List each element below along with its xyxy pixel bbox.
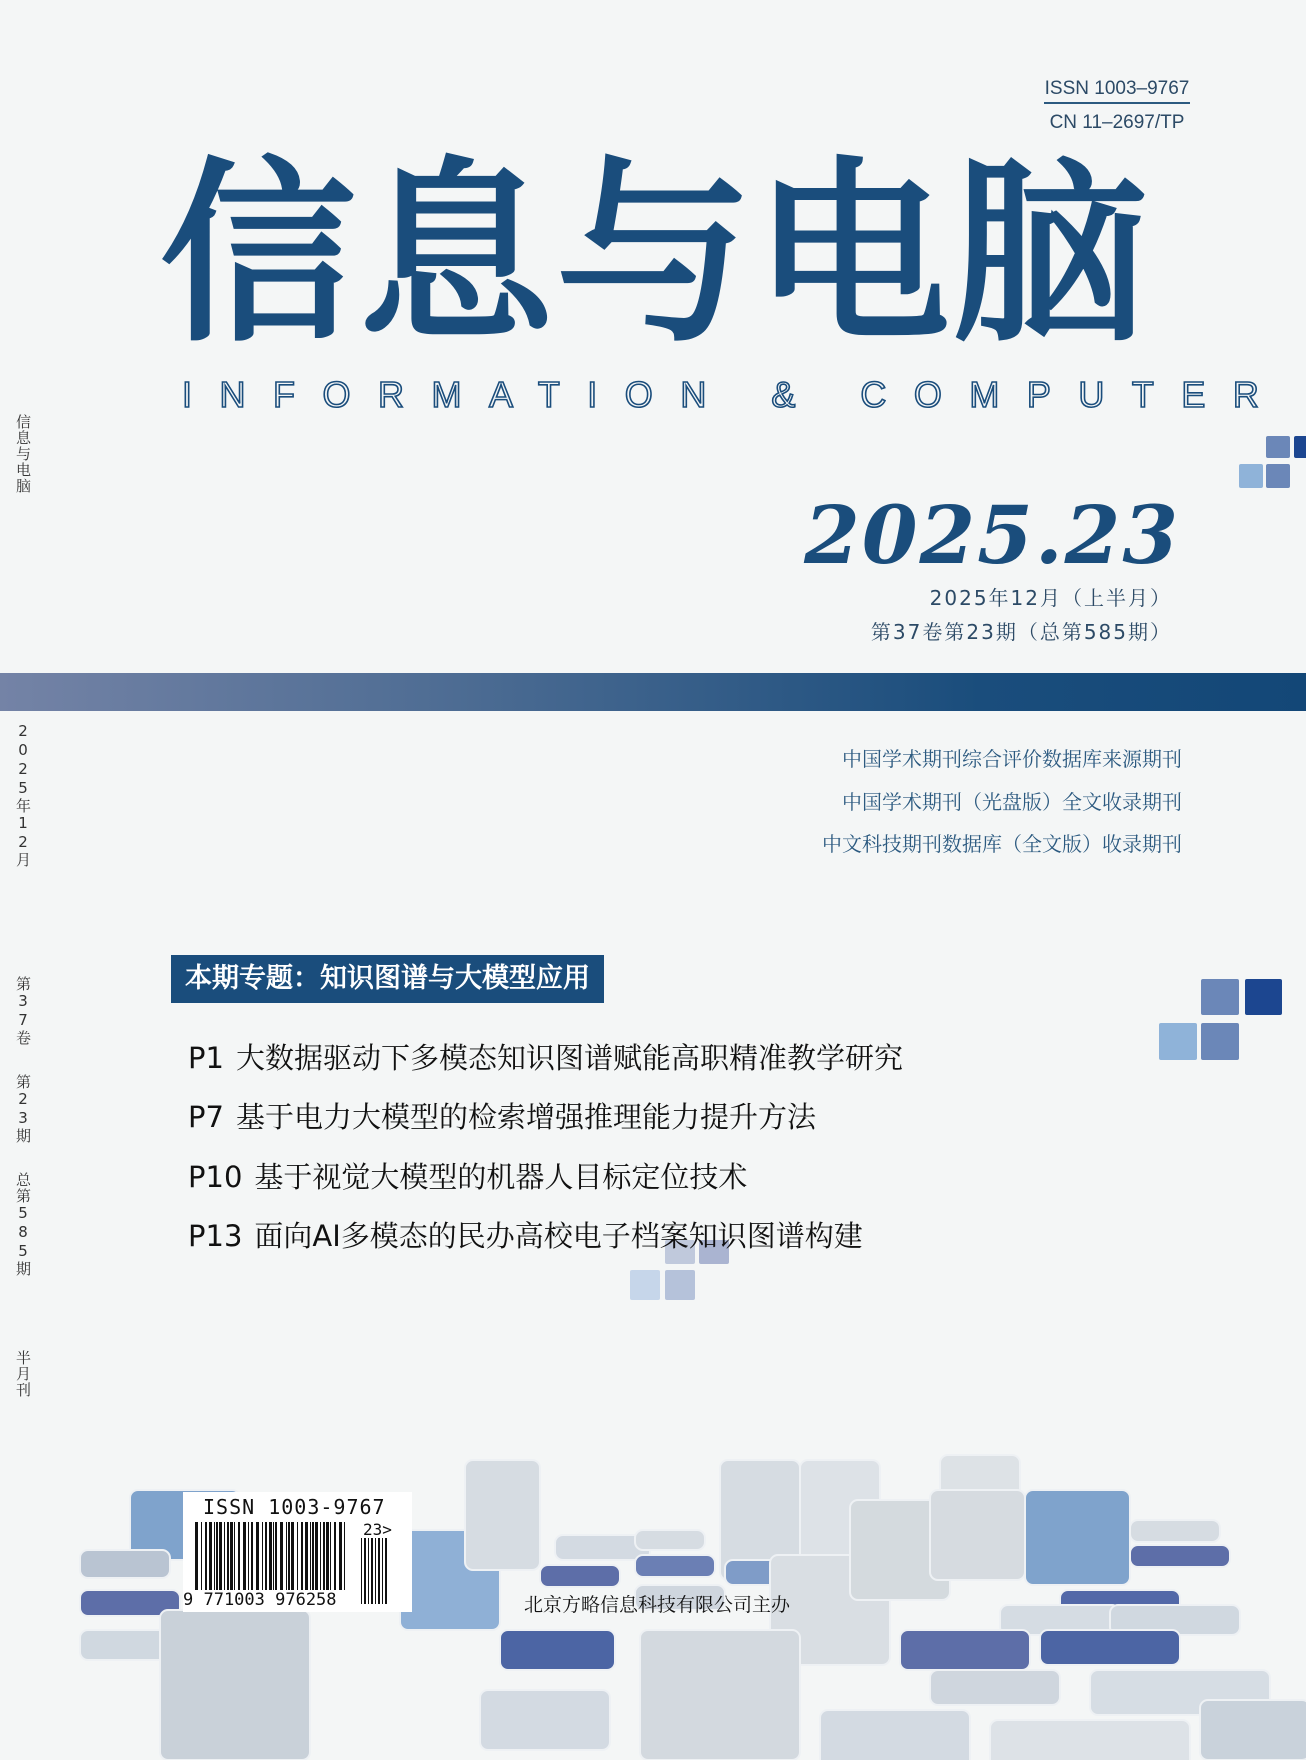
article-item	[188, 1095, 816, 1136]
issn-label: ISSN 1003–9767	[1044, 78, 1190, 104]
cube	[635, 1530, 705, 1550]
issue-date: 2025年12月（上半月）	[929, 586, 1172, 610]
issue-number: 2025.23	[804, 488, 1180, 582]
indexing-line: 中国学术期刊综合评价数据库来源期刊	[842, 747, 1182, 771]
cube	[900, 1630, 1030, 1670]
article-title: 基于视觉大模型的机器人目标定位技术	[254, 1160, 748, 1194]
cube	[1130, 1520, 1220, 1542]
cube	[1200, 1700, 1306, 1760]
cube	[930, 1490, 1025, 1580]
cube	[1040, 1630, 1180, 1665]
journal-title-en: INFORMATION & COMPUTER	[182, 374, 1287, 415]
cube	[480, 1690, 610, 1750]
indexing-line: 中国学术期刊（光盘版）全文收录期刊	[842, 790, 1182, 814]
cube	[540, 1565, 620, 1587]
spine-total: 总第585期	[14, 1172, 32, 1277]
article-page: P7	[188, 1100, 224, 1134]
spine-date: 2025年12月	[14, 722, 32, 868]
article-item	[188, 1036, 903, 1077]
spine-volume: 第37卷	[14, 976, 32, 1046]
barcode	[183, 1492, 412, 1612]
cube	[820, 1710, 970, 1760]
cube	[465, 1460, 540, 1570]
spine-issue: 第23期	[14, 1074, 32, 1144]
cube	[80, 1550, 170, 1578]
cube	[160, 1610, 310, 1760]
indexing-line: 中文科技期刊数据库（全文版）收录期刊	[822, 832, 1182, 856]
article-title: 面向AI多模态的民办高校电子档案知识图谱构建	[254, 1219, 863, 1253]
cube	[640, 1630, 800, 1760]
publisher: 北京方略信息科技有限公司主办	[524, 1594, 791, 1616]
cube	[635, 1555, 715, 1577]
cn-label: CN 11–2697/TP	[1049, 112, 1185, 133]
cube	[990, 1720, 1190, 1760]
cube	[1025, 1490, 1130, 1585]
header-band	[0, 673, 1306, 711]
article-title: 基于电力大模型的检索增强推理能力提升方法	[235, 1100, 816, 1134]
issue-volume: 第37卷第23期（总第585期）	[870, 620, 1172, 644]
article-page: P10	[188, 1160, 243, 1194]
article-title: 大数据驱动下多模态知识图谱赋能高职精准教学研究	[235, 1041, 903, 1075]
cube	[500, 1630, 615, 1670]
barcode-number: 9 771003 976258	[183, 1590, 337, 1610]
cube	[1130, 1545, 1230, 1567]
topic-banner: 本期专题：知识图谱与大模型应用	[171, 955, 604, 1003]
article-page: P1	[188, 1041, 224, 1075]
article-item	[188, 1155, 747, 1196]
journal-title-cn: 信息与电脑	[160, 141, 1151, 369]
article-item	[188, 1214, 863, 1255]
spine-title: 信息与电脑	[14, 414, 32, 494]
cube	[930, 1670, 1060, 1705]
spine-frequency: 半月刊	[14, 1350, 32, 1398]
barcode-addon: 23>	[363, 1520, 392, 1539]
barcode-issn: ISSN 1003-9767	[203, 1495, 386, 1519]
article-page: P13	[188, 1219, 243, 1253]
